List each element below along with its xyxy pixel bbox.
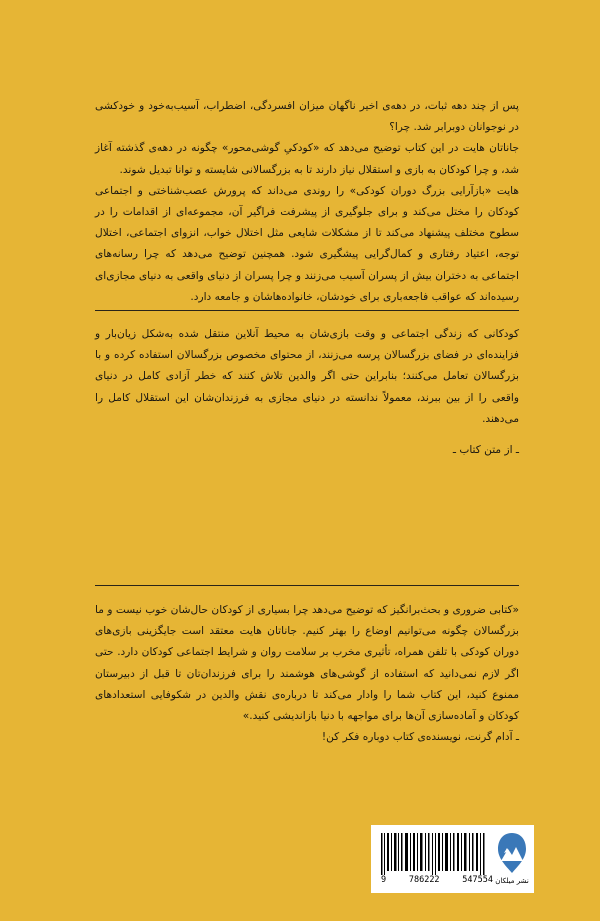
barcode-digit-group: 9 [381,875,387,885]
intro-paragraph-3: هایت «بازآرایی بزرگ دوران کودکی» را روندی می‌داند که پرورش عصب‌شناختی و اجتماعی کودکان را مختل می‌کند و برای جلوگیری از پیشرفت فراگیر آن، مجموعه‌ای از اقدامات را در سطوح مختلف پیشنهاد می‌کند تا از مشکلات شایعی مثل اختلال خواب، انزوای اجتماعی، اختلال توجه، اعتیاد رفتاری و کمال‌گرایی پیشگیری شود. همچنین توضیح می‌دهد که چرا رسانه‌های اجتماعی به دختران بیش از پسران آسیب می‌زنند و چرا پسران از دنیای واقعی به دنیای مجازی‌ای رسیده‌اند که عواقب فاجعه‌باری برای خودشان، خانواده‌هاشان و جامعه دارد. [95,184,519,303]
intro-paragraph-2: جاناتان هایت در این کتاب توضیح می‌دهد که «کودکیِ گوشی‌محور» چگونه در دهه‌ی گذشته آغاز شد، و چرا کودکان به بازی و استقلال نیاز دارند تا به بزرگسالانی شایسته و توانا تبدیل شوند. [95,142,519,176]
intro-section [95,96,519,308]
intro-paragraph-1: پس از چند دهه ثبات، در دهه‌ی اخیر ناگهان میزان افسردگی، اضطراب، آسیب‌به‌خود و خودکشی در نوجوانان دوبرابر شد. چرا؟ [95,100,519,134]
isbn-barcode-box [371,825,534,893]
barcode-digit-group: 786222 [408,875,440,885]
excerpt-attribution: ـ از متن کتاب ـ [452,444,519,457]
divider-2 [95,585,519,586]
excerpt-section [95,324,519,461]
barcode-digit-group: 547554 [462,875,493,885]
divider-1 [95,310,519,311]
barcode-icon [379,833,491,875]
review-section [95,600,519,748]
barcode-number [381,875,493,885]
mountain-logo-icon [496,831,528,875]
review-quote: «کتابی ضروری و بحث‌برانگیز که توضیح می‌دهد چرا بسیاری از کودکان حال‌شان خوب نیست و ما بزرگسالان چگونه می‌توانیم اوضاع را بهتر کنیم. جاناتان هایت معتقد است جایگزینی بازی‌های دوران کودکی با تلفن همراه، تأثیری مخرب بر سلامت روان و شرایط اجتماعی کودکان دارد. حتی اگر لازم نمی‌دانید که استفاده از گوشی‌های هوشمند را برای فرزندان‌تان تا قبل از دبیرستان ممنوع کنید، این کتاب شما را وادار می‌کند تا درباره‌ی نقش والدین در شکوفایی استعدادهای کودکان و آماده‌سازی آن‌ها برای مواجهه با دنیا بازاندیشی کنید.» [95,604,519,723]
excerpt-text: کودکانی که زندگی اجتماعی و وقت بازی‌شان به محیط آنلاین منتقل شده به‌شکل زیان‌بار و فزاینده‌ای در فضای بزرگسالان پرسه می‌زنند، از محتوای مخصوص بزرگسالان استفاده کرده و با بزرگسالان تعامل می‌کنند؛ بنابراین حتی اگر والدین تلاش کنند که خطر آزادی کامل در دنیای واقعی را از بین ببرند، معمولاً ندانسته در دنیای مجازی به فرزندان‌شان این استقلال کامل را می‌دهند. [95,328,519,425]
publisher-name: نشر میلکان [495,877,529,885]
review-attribution: ـ آدام گرنت، نویسنده‌ی کتاب دوباره فکر کن! [321,731,519,744]
